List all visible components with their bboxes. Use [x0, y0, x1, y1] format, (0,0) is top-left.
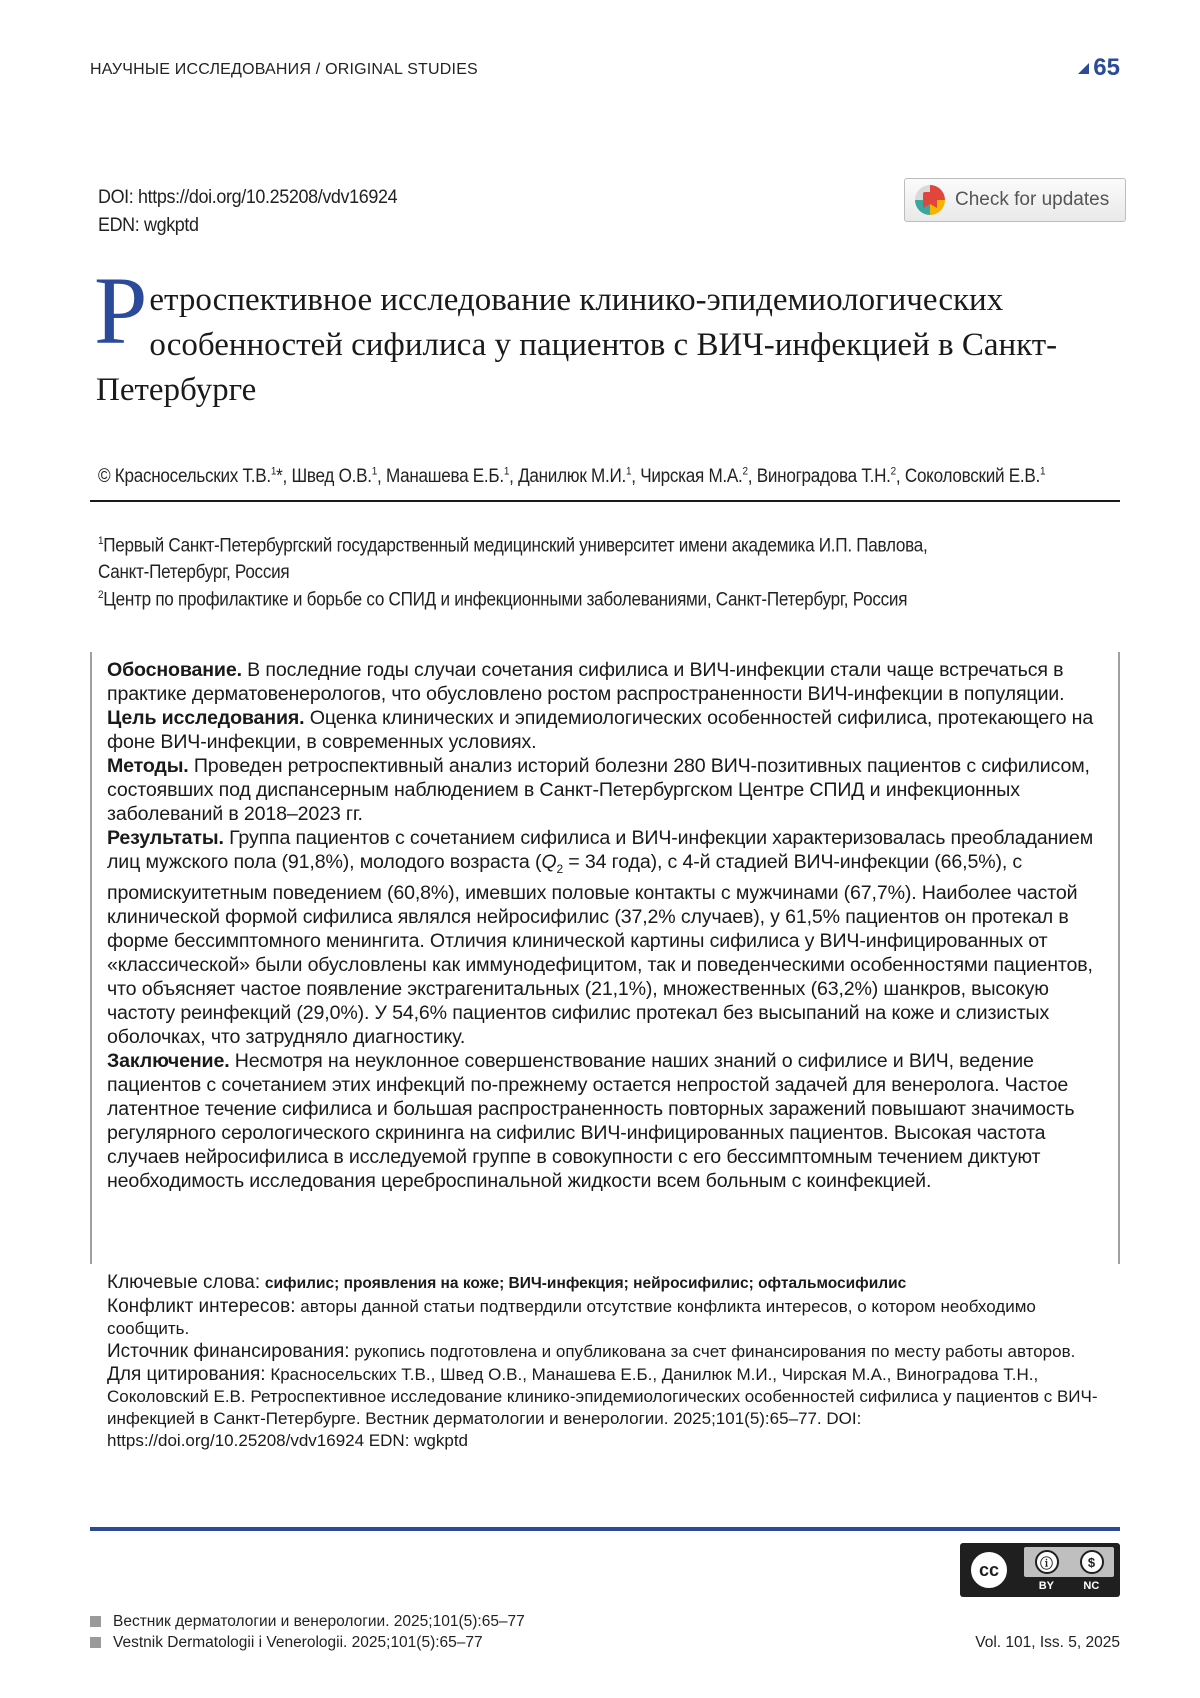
by-label: BY — [1038, 1580, 1054, 1592]
author: Чирская М.А.$^2$ — [640, 466, 748, 488]
journal-ref-en: Vestnik Dermatologii i Venerologii. 2025;101(5):65–77 — [90, 1634, 483, 1652]
page-number — [1078, 54, 1120, 82]
author: Швед О.В.$^1$ — [291, 466, 377, 488]
authors-divider — [90, 500, 1120, 502]
title-line-1: етроспективное исследование клинико-эпидемиологических — [149, 282, 1004, 318]
abstract-aim: Цель исследования. Оценка клинических и эпидемиологических особенностей сифилиса, протекающего на фоне ВИЧ-инфекции, в современных условиях. — [107, 707, 1094, 753]
author: Данилюк М.И.$^1$ — [518, 466, 632, 488]
noncommercial-icon: $ — [1080, 1550, 1104, 1574]
author: Манашева Е.Б.$^1$ — [385, 466, 510, 488]
doi-link[interactable]: DOI: https://doi.org/10.25208/vdv16924 — [98, 186, 398, 208]
footer-divider — [90, 1527, 1120, 1531]
conflict-of-interest: Конфликт интересов: авторы данной статьи подтвердили отсутствие конфликта интересов, о котором необходимо сообщить. — [107, 1296, 1036, 1338]
title-rest: особенностей сифилиса у пациентов с ВИЧ-инфекцией в Санкт-Петербурге — [96, 327, 1058, 408]
nc-label: NC — [1083, 1580, 1100, 1592]
cc-icon: cc — [968, 1549, 1010, 1591]
affiliation-1: $^1$Первый Санкт-Петербургский государственный медицинский университет имени академика И.П. Павлова, — [98, 535, 928, 557]
abstract-methods: Методы. Проведен ретроспективный анализ историй болезни 280 ВИЧ-позитивных пациентов с сифилисом, состоявших под диспансерным наблюдением в Санкт-Петербургском Центре СПИД и инфекционных заболеваний в 2018–2023 гг. — [107, 755, 1090, 825]
citation: Для цитирования: Красносельских Т.В., Швед О.В., Манашева Е.Б., Данилюк М.И., Чирская М.А., Виноградова Т.Н., Соколовский Е.В. Ретроспективное исследование клинико-эпидемиологических особенностей сифилиса у пациентов с ВИЧ-инфекцией в Санкт-Петербурге. Вестник дерматологии и венерологии. 2025;101(5):65–77. DOI: https://doi.org/10.25208/vdv16924 EDN: wgkptd — [107, 1364, 1098, 1450]
bullet-square-icon — [90, 1637, 101, 1648]
cc-by-nc-license-badge[interactable] — [960, 1543, 1120, 1597]
affiliation-1-city: Санкт-Петербург, Россия — [98, 562, 290, 583]
triangle-marker-icon — [1078, 63, 1089, 74]
author: © Красносельских Т.В.$^1$* — [98, 466, 283, 488]
abstract-results: Результаты. Группа пациентов с сочетанием сифилиса и ВИЧ-инфекции характеризовалась преобладанием лиц мужского пола (91,8%), молодого возраста ($Q_2 = 34$ года), с 4-й стадией ВИЧ-инфекции (66,5%), с промискуитетным поведением (60,8%), имевших половые контакты с мужчинами (67,7%). Наиболее частой клинической формой сифилиса являлся нейросифилис (37,2% случаев), у 61,5% пациентов он протекал в форме бессимптомного менингита. Отличия клинической картины сифилиса у ВИЧ-инфицированных от «классической» были обусловлены как иммунодефицитом, так и поведенческими особенностями пациентов, что объясняет частое появление экстрагенитальных (21,1%), множественных (63,2%) шанкров, высокую частоту реинфекций (29,0%). У 54,6% пациентов сифилис протекал без высыпаний на коже и слизистых оболочках, что затрудняло диагностику. — [107, 827, 1094, 1048]
funding-source: Источник финансирования: рукопись подготовлена и опубликована за счет финансирования по месту работы авторов. — [107, 1341, 1076, 1362]
check-for-updates-label: Check for updates — [955, 189, 1110, 210]
title-dropcap: Р — [94, 257, 148, 364]
abstract-left-rule — [90, 652, 92, 1264]
journal-ref-ru: Вестник дерматологии и венерологии. 2025;101(5):65–77 — [90, 1613, 525, 1631]
abstract-right-rule — [1118, 652, 1120, 1264]
volume-issue: Vol. 101, Iss. 5, 2025 — [975, 1634, 1120, 1651]
abstract — [107, 658, 1117, 1193]
abstract-conclusion: Заключение. Несмотря на неуклонное совершенствование наших знаний о сифилисе и ВИЧ, ведение пациентов с сочетанием этих инфекций по-прежнему остается непростой задачей для венеролога. Частое латентное течение сифилиса и большая распространенность повторных заражений повышают значимость регулярного серологического скрининга на сифилис ВИЧ-инфицированных пациентов. Высокая частота случаев нейросифилиса в исследуемой группе в совокупности с его бессимптомным течением диктуют необходимость исследования цереброспинальной жидкости всем больным с коинфекцией. — [107, 1049, 1075, 1192]
crossmark-icon — [915, 185, 945, 215]
affiliation-2: $^2$Центр по профилактике и борьбе со СПИД и инфекционными заболеваниями, Санкт-Петербург, Россия — [98, 589, 908, 611]
keywords: Ключевые слова: сифилис; проявления на коже; ВИЧ-инфекция; нейросифилис; офтальмосифилис — [107, 1272, 907, 1293]
abstract-background: Обоснование. В последние годы случаи сочетания сифилиса и ВИЧ-инфекции стали чаще встречаться в практике дерматовенерологов, что обусловлено ростом распространенности ВИЧ-инфекции в популяции. — [107, 659, 1065, 705]
author-list: © Красносельских Т.В.$^1$*, Швед О.В.$^1$, Манашева Е.Б.$^1$, Данилюк М.И.$^1$, Чирская М.А.$^2$, Виноградова Т.Н.$^2$, Соколовский Е.В.$^1$ — [98, 466, 1046, 488]
author: Виноградова Т.Н.$^2$ — [756, 466, 896, 488]
page-number-value: 65 — [1093, 54, 1120, 81]
author: Соколовский Е.В.$^1$ — [904, 466, 1046, 488]
check-for-updates-button[interactable] — [904, 178, 1126, 222]
article-title — [94, 257, 1126, 413]
attribution-icon: ⓘ — [1035, 1550, 1059, 1574]
running-head: НАУЧНЫЕ ИССЛЕДОВАНИЯ / ORIGINAL STUDIES — [90, 61, 478, 78]
article-meta — [107, 1272, 1107, 1453]
edn-code: EDN: wgkptd — [98, 214, 199, 236]
bullet-square-icon — [90, 1616, 101, 1627]
